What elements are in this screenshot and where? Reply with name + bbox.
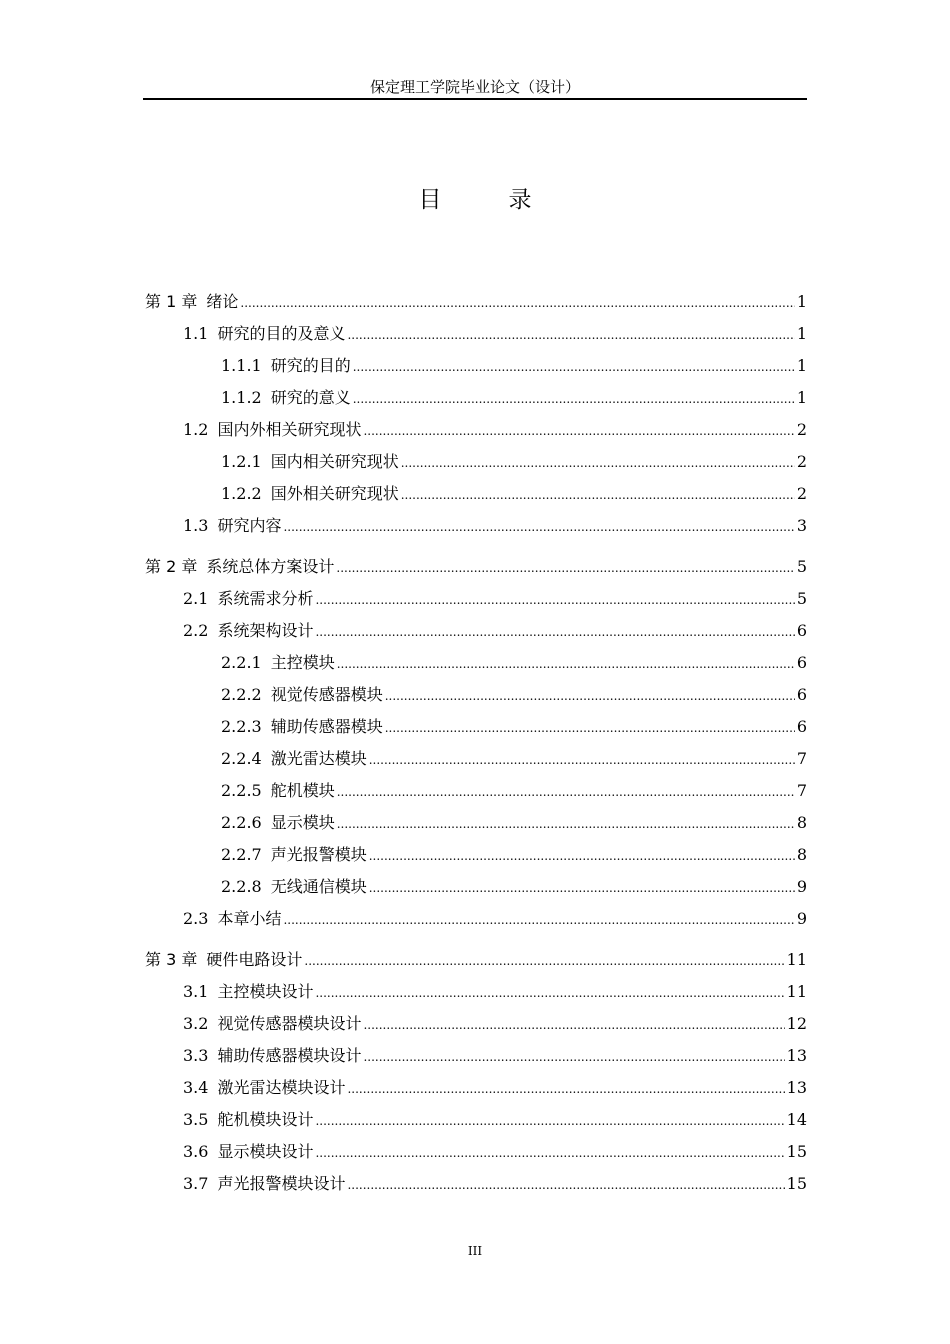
toc-section-entry[interactable] — [183, 1013, 807, 1036]
toc-dot-leader — [336, 557, 794, 579]
toc-entry-title: 系统总体方案设计 — [206, 557, 335, 576]
toc-dot-leader — [347, 324, 794, 346]
toc-entry-title: 辅助传感器模块设计 — [217, 1046, 362, 1065]
toc-entry-page: 7 — [796, 781, 807, 800]
toc-dot-leader — [363, 1046, 784, 1068]
toc-entry-number: 3.3 — [183, 1046, 209, 1065]
toc-entry-title: 激光雷达模块 — [270, 749, 367, 768]
toc-entry-title: 研究的意义 — [270, 388, 351, 407]
toc-entry-title: 舵机模块 — [270, 781, 335, 800]
toc-entry-number: 2.2.4 — [221, 749, 262, 768]
toc-entry-number: 3.5 — [183, 1110, 209, 1129]
toc-entry-page: 1 — [796, 324, 807, 343]
toc-section-entry[interactable] — [183, 419, 807, 442]
toc-dot-leader — [353, 356, 795, 378]
toc-section-entry[interactable] — [183, 620, 807, 643]
toc-section-entry[interactable] — [183, 515, 807, 538]
toc-dot-leader — [337, 813, 795, 835]
toc-entry-page: 13 — [786, 1046, 807, 1065]
toc-entry-page: 6 — [796, 717, 807, 736]
toc-entry-page: 6 — [796, 653, 807, 672]
toc-dot-leader — [347, 1174, 784, 1196]
toc-subsection-entry[interactable] — [221, 780, 807, 803]
toc-dot-leader — [363, 1014, 784, 1036]
page-number: III — [467, 1244, 483, 1258]
toc-section-entry[interactable] — [183, 1077, 807, 1100]
toc-entry-page: 1 — [796, 292, 807, 311]
toc-entry-page: 6 — [796, 621, 807, 640]
toc-entry-title: 显示模块 — [270, 813, 335, 832]
toc-entry-page: 2 — [796, 452, 807, 471]
toc-subsection-entry[interactable] — [221, 876, 807, 899]
toc-entry-page: 8 — [796, 813, 807, 832]
toc-dot-leader — [240, 292, 794, 314]
toc-entry-number: 第 3 章 — [145, 950, 198, 969]
toc-dot-leader — [337, 653, 795, 675]
toc-entry-page: 2 — [796, 484, 807, 503]
toc-entry-number: 2.2.8 — [221, 877, 262, 896]
toc-dot-leader — [363, 420, 794, 442]
toc-entry-page: 15 — [786, 1174, 807, 1193]
toc-entry-title: 视觉传感器模块 — [270, 685, 383, 704]
toc-chapter-entry[interactable] — [145, 556, 807, 579]
toc-dot-leader — [353, 388, 795, 410]
toc-entry-number: 1.1.2 — [221, 388, 262, 407]
toc-entry-title: 激光雷达模块设计 — [217, 1078, 346, 1097]
toc-entry-number: 2.2.1 — [221, 653, 262, 672]
toc-entry-number: 第 1 章 — [145, 292, 198, 311]
toc-dot-leader — [283, 516, 794, 538]
toc-section-entry[interactable] — [183, 908, 807, 931]
toc-entry-title: 主控模块 — [270, 653, 335, 672]
toc-entry-number: 3.2 — [183, 1014, 209, 1033]
toc-entry-title: 国内外相关研究现状 — [217, 420, 362, 439]
toc-entry-page: 9 — [796, 877, 807, 896]
toc-dot-leader — [315, 589, 794, 611]
toc-subsection-entry[interactable] — [221, 355, 807, 378]
toc-entry-number: 2.2.3 — [221, 717, 262, 736]
toc-entry-title: 主控模块设计 — [217, 982, 314, 1001]
toc-section-entry[interactable] — [183, 1045, 807, 1068]
toc-entry-page: 1 — [796, 356, 807, 375]
toc-entry-page: 8 — [796, 845, 807, 864]
toc-entry-page: 14 — [786, 1110, 807, 1129]
toc-dot-leader — [315, 1142, 784, 1164]
toc-entry-title: 研究的目的 — [270, 356, 351, 375]
toc-entry-number: 2.2.6 — [221, 813, 262, 832]
toc-section-entry[interactable] — [183, 1109, 807, 1132]
toc-entry-page: 5 — [796, 589, 807, 608]
toc-entry-number: 第 2 章 — [145, 557, 198, 576]
toc-entry-number: 1.1 — [183, 324, 209, 343]
page-header: 保定理工学院毕业论文（设计） — [369, 78, 580, 96]
toc-entry-title: 声光报警模块 — [270, 845, 367, 864]
toc-dot-leader — [304, 950, 784, 972]
toc-entry-page: 3 — [796, 516, 807, 535]
toc-dot-leader — [283, 909, 794, 931]
toc-entry-title: 声光报警模块设计 — [217, 1174, 346, 1193]
toc-subsection-entry[interactable] — [221, 684, 807, 707]
toc-title: 目 录 — [418, 187, 554, 213]
toc-entry-number: 3.7 — [183, 1174, 209, 1193]
toc-entry-title: 国外相关研究现状 — [270, 484, 399, 503]
toc-chapter-entry[interactable] — [145, 949, 807, 972]
toc-entry-page: 9 — [796, 909, 807, 928]
toc-section-entry[interactable] — [183, 981, 807, 1004]
toc-entry-number: 1.1.1 — [221, 356, 262, 375]
toc-entry-title: 硬件电路设计 — [206, 950, 303, 969]
toc-dot-leader — [401, 452, 795, 474]
toc-entry-number: 2.2.7 — [221, 845, 262, 864]
toc-entry-page: 11 — [786, 982, 807, 1001]
toc-dot-leader — [369, 845, 795, 867]
toc-subsection-entry[interactable] — [221, 748, 807, 771]
toc-entry-number: 1.3 — [183, 516, 209, 535]
toc-dot-leader — [337, 781, 795, 803]
toc-entry-number: 2.1 — [183, 589, 209, 608]
toc-section-entry[interactable] — [183, 588, 807, 611]
toc-subsection-entry[interactable] — [221, 483, 807, 506]
toc-subsection-entry[interactable] — [221, 387, 807, 410]
toc-dot-leader — [315, 621, 794, 643]
toc-entry-page: 13 — [786, 1078, 807, 1097]
toc-dot-leader — [385, 685, 795, 707]
toc-entry-page: 11 — [786, 950, 807, 969]
toc-dot-leader — [385, 717, 795, 739]
toc-dot-leader — [347, 1078, 784, 1100]
toc-subsection-entry[interactable] — [221, 844, 807, 867]
toc-dot-leader — [369, 749, 795, 771]
toc-entry-title: 研究内容 — [217, 516, 282, 535]
toc-entry-title: 视觉传感器模块设计 — [217, 1014, 362, 1033]
toc-entry-page: 15 — [786, 1142, 807, 1161]
toc-subsection-entry[interactable] — [221, 652, 807, 675]
toc-entry-title: 显示模块设计 — [217, 1142, 314, 1161]
toc-entry-number: 2.2.2 — [221, 685, 262, 704]
toc-entry-title: 本章小结 — [217, 909, 282, 928]
toc-entry-page: 5 — [796, 557, 807, 576]
toc-entry-title: 国内相关研究现状 — [270, 452, 399, 471]
toc-entry-number: 1.2 — [183, 420, 209, 439]
toc-entry-title: 系统架构设计 — [217, 621, 314, 640]
toc-entry-number: 1.2.2 — [221, 484, 262, 503]
toc-dot-leader — [401, 484, 795, 506]
toc-subsection-entry[interactable] — [221, 812, 807, 835]
toc-dot-leader — [369, 877, 795, 899]
toc-dot-leader — [315, 982, 784, 1004]
toc-entry-page: 12 — [786, 1014, 807, 1033]
toc-entry-number: 2.3 — [183, 909, 209, 928]
toc-entry-number: 1.2.1 — [221, 452, 262, 471]
toc-subsection-entry[interactable] — [221, 451, 807, 474]
toc-entry-number: 2.2.5 — [221, 781, 262, 800]
toc-entry-title: 系统需求分析 — [217, 589, 314, 608]
toc-entry-title: 研究的目的及意义 — [217, 324, 346, 343]
toc-dot-leader — [315, 1110, 784, 1132]
toc-chapter-entry[interactable] — [145, 291, 807, 314]
toc-section-entry[interactable] — [183, 1141, 807, 1164]
toc-section-entry[interactable] — [183, 323, 807, 346]
toc-entry-page: 6 — [796, 685, 807, 704]
toc-entry-number: 3.6 — [183, 1142, 209, 1161]
toc-entry-page: 1 — [796, 388, 807, 407]
toc-entry-number: 2.2 — [183, 621, 209, 640]
toc-entry-title: 绪论 — [206, 292, 239, 311]
toc-entry-title: 辅助传感器模块 — [270, 717, 383, 736]
toc-entry-number: 3.4 — [183, 1078, 209, 1097]
toc-section-entry[interactable] — [183, 1173, 807, 1196]
toc-subsection-entry[interactable] — [221, 716, 807, 739]
toc-entry-page: 2 — [796, 420, 807, 439]
toc-entry-title: 无线通信模块 — [270, 877, 367, 896]
toc-entry-title: 舵机模块设计 — [217, 1110, 314, 1129]
toc-entry-page: 7 — [796, 749, 807, 768]
toc-entry-number: 3.1 — [183, 982, 209, 1001]
